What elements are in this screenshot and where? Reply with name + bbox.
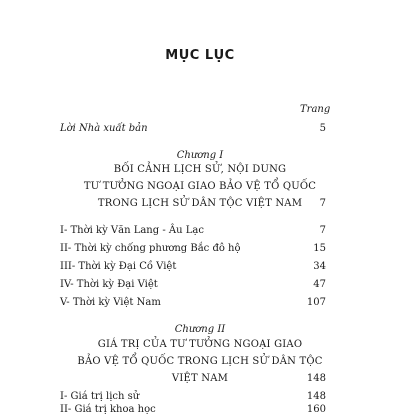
toc-entry[interactable] (60, 261, 326, 275)
toc-entry-page: 148 (306, 391, 326, 402)
toc-entry-label: II- Giá trị khoa học (60, 404, 156, 415)
toc-entry-label: I- Giá trị lịch sử (60, 391, 140, 402)
toc-entry-label: III- Thời kỳ Đại Cồ Việt (60, 261, 177, 272)
chapter-2-heading-line-2: BẢO VỆ TỔ QUỐC TRONG LỊCH SỬ DÂN TỘC (77, 356, 323, 367)
toc-entry-label: Lời Nhà xuất bản (60, 123, 148, 134)
toc-entry-page: 47 (313, 279, 326, 290)
chapter-1-page: 7 (319, 198, 326, 209)
toc-entry-page: 15 (313, 243, 326, 254)
toc-entry-label: IV- Thời kỳ Đại Việt (60, 279, 158, 290)
toc-entry-page: 7 (319, 225, 326, 236)
toc-entry[interactable] (60, 297, 326, 311)
toc-entry[interactable] (60, 279, 326, 293)
toc-entry-page: 34 (313, 261, 326, 272)
chapter-2-heading-line-1: GIÁ TRỊ CỦA TƯ TƯỞNG NGOẠI GIAO (97, 339, 303, 350)
toc-entry-label: II- Thời kỳ chống phương Bắc đô hộ (60, 243, 241, 254)
page-title: MỤC LỤC (165, 48, 235, 63)
chapter-2-heading-line-3: VIỆT NAM (171, 373, 229, 384)
toc-entry-page: 5 (319, 123, 326, 134)
chapter-2-page: 148 (306, 373, 326, 384)
chapter-1-heading-line-1: BỐI CẢNH LỊCH SỬ, NỘI DUNG (113, 164, 287, 175)
chapter-2-label: Chương II (174, 324, 226, 335)
chapter-1-heading-line-3: TRONG LỊCH SỬ DÂN TỘC VIỆT NAM (97, 198, 303, 209)
toc-entry-label: I- Thời kỳ Văn Lang - Âu Lạc (60, 225, 204, 236)
toc-entry-preface[interactable] (60, 123, 326, 137)
toc-entry[interactable] (60, 391, 326, 405)
chapter-1-label: Chương I (176, 150, 224, 161)
toc-entry-page: 107 (306, 297, 326, 308)
chapter-1-heading-line-2: TƯ TƯỞNG NGOẠI GIAO BẢO VỆ TỔ QUỐC (83, 181, 317, 192)
toc-entry[interactable] (60, 243, 326, 257)
toc-entry[interactable] (60, 404, 326, 418)
toc-entry[interactable] (60, 225, 326, 239)
toc-entry-label: V- Thời kỳ Việt Nam (60, 297, 161, 308)
page-column-header: Trang (300, 104, 331, 115)
toc-entry-page: 160 (306, 404, 326, 415)
